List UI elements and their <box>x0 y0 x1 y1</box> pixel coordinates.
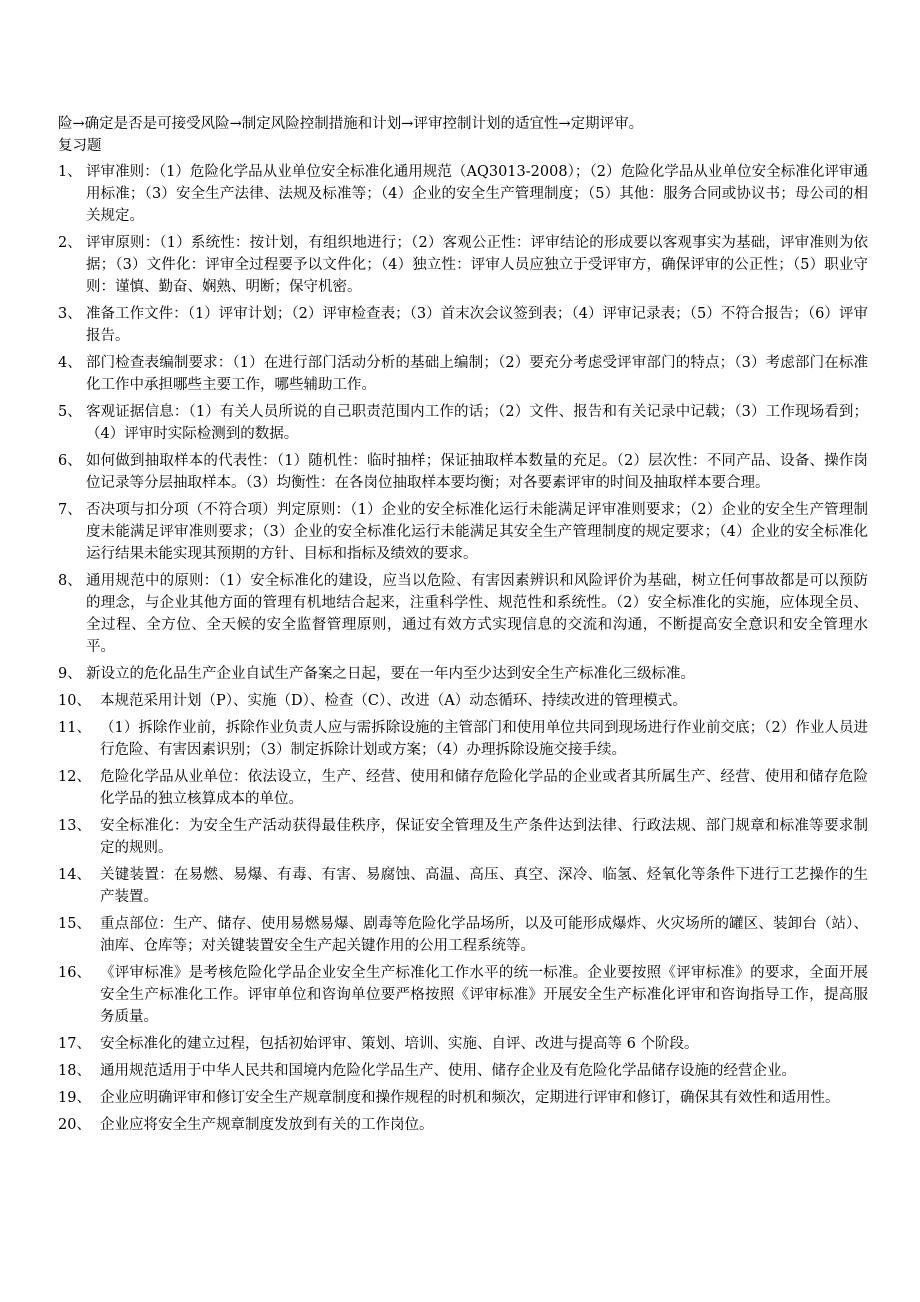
item-text: 企业应将安全生产规章制度发放到有关的工作岗位。 <box>100 1117 434 1133</box>
item-text: 客观证据信息：（1）有关人员所说的自己职责范围内工作的话；（2）文件、报告和有关记录中记载；（3）工作现场看到；（4）评审时实际检测到的数据。 <box>86 404 868 442</box>
item-number: 1、 <box>58 164 82 180</box>
item-text: 准备工作文件：（1）评审计划；（2）评审检查表；（3）首末次会议签到表；（4）评审记录表；（5）不符合报告；（6）评审报告。 <box>86 306 868 344</box>
item-text: 企业应明确评审和修订安全生产规章制度和操作规程的时机和频次，定期进行评审和修订，确保其有效性和适用性。 <box>100 1090 840 1106</box>
list-item <box>58 161 868 227</box>
item-text: 如何做到抽取样本的代表性：（1）随机性：临时抽样；保证抽取样本数量的充足。（2）层次性：不同产品、设备、操作岗位记录等分层抽取样本。（3）均衡性：在各岗位抽取样本要均衡；对各要素评审的时间及抽取样本要合理。 <box>86 453 868 491</box>
item-number: 11、 <box>58 720 91 736</box>
item-text: 重点部位：生产、储存、使用易燃易爆、剧毒等危险化学品场所，以及可能形成爆炸、火灾场所的罐区、装卸台（站）、油库、仓库等；对关键装置安全生产起关键作用的公用工程系统等。 <box>100 916 868 954</box>
item-text: 危险化学品从业单位：依法设立，生产、经营、使用和储存危险化学品的企业或者其所属生产、经营、使用和储存危险化学品的独立核算成本的单位。 <box>100 769 868 807</box>
item-text: 《评审标准》是考核危险化学品企业安全生产标准化工作水平的统一标准。企业要按照《评审标准》的要求，全面开展安全生产标准化工作。评审单位和咨询单位要严格按照《评审标准》开展安全生产标准化评审和咨询指导工作，提高服务质量。 <box>100 965 868 1025</box>
item-number: 14、 <box>58 867 91 883</box>
list-item <box>58 766 868 810</box>
item-number: 18、 <box>58 1063 91 1079</box>
item-text: 评审原则：（1）系统性：按计划，有组织地进行；（2）客观公正性：评审结论的形成要以客观事实为基础，评审准则为依据；（3）文件化：评审全过程要予以文件化；（4）独立性：评审人员应独立于受评审方，确保评审的公正性；（5）职业守则：谨慎、勤奋、娴熟、明断；保守机密。 <box>86 235 868 295</box>
list-item <box>58 1114 868 1136</box>
list-item <box>58 450 868 494</box>
item-text: （1）拆除作业前，拆除作业负责人应与需拆除设施的主管部门和使用单位共同到现场进行作业前交底；（2）作业人员进行危险、有害因素识别；（3）制定拆除计划或方案；（4）办理拆除设施交接手续。 <box>100 720 868 758</box>
item-number: 3、 <box>58 306 82 322</box>
item-text: 安全标准化：为安全生产活动获得最佳秩序，保证安全管理及生产条件达到法律、行政法规、部门规章和标准等要求制定的规则。 <box>100 818 868 856</box>
list-item <box>58 401 868 445</box>
section-heading: 复习题 <box>58 138 102 154</box>
item-number: 4、 <box>58 355 82 371</box>
item-number: 2、 <box>58 235 82 251</box>
intro-paragraph: 险→确定是否是可接受风险→制定风险控制措施和计划→评审控制计划的适宜性→定期评审。 <box>58 116 644 132</box>
item-number: 8、 <box>58 573 82 589</box>
item-text: 新设立的危化品生产企业自试生产备案之日起，要在一年内至少达到安全生产标准化三级标准。 <box>86 666 695 682</box>
item-text: 本规范采用计划（P）、实施（D）、检查（C）、改进（A）动态循环、持续改进的管理模式。 <box>100 693 687 709</box>
list-item <box>58 864 868 908</box>
item-number: 17、 <box>58 1036 91 1052</box>
list-item <box>58 913 868 957</box>
item-number: 13、 <box>58 818 91 834</box>
list-item <box>58 570 868 658</box>
item-number: 15、 <box>58 916 91 932</box>
item-number: 6、 <box>58 453 82 469</box>
item-text: 评审准则：（1）危险化学品从业单位安全标准化通用规范（AQ3013-2008）；（2）危险化学品从业单位安全标准化评审通用标准；（3）安全生产法律、法规及标准等；（4）企业的安全生产管理制度；（5）其他：服务合同或协议书；母公司的相关规定。 <box>86 164 868 224</box>
list-item <box>58 690 868 712</box>
list-item <box>58 303 868 347</box>
item-number: 10、 <box>58 693 91 709</box>
item-text: 安全标准化的建立过程，包括初始评审、策划、培训、实施、自评、改进与提高等 6 个阶段。 <box>100 1036 699 1052</box>
item-text: 通用规范中的原则：（1）安全标准化的建设，应当以危险、有害因素辨识和风险评价为基础，树立任何事故都是可以预防的理念，与企业其他方面的管理有机地结合起来，注重科学性、规范性和系统性。（2）安全标准化的实施，应体现全员、全过程、全方位、全天候的安全监督管理原则，通过有效方式实现信息的交流和沟通，不断提高安全意识和安全管理水平。 <box>86 573 868 655</box>
item-text: 通用规范适用于中华人民共和国境内危险化学品生产、使用、储存企业及有危险化学品储存设施的经营企业。 <box>100 1063 796 1079</box>
item-number: 16、 <box>58 965 91 981</box>
item-text: 否决项与扣分项（不符合项）判定原则：（1）企业的安全标准化运行未能满足评审准则要求；（2）企业的安全生产管理制度未能满足评审准则要求；（3）企业的安全标准化运行未能满足其安全生产管理制度的规定要求；（4）企业的安全标准化运行结果未能实现其预期的方针、目标和指标及绩效的要求。 <box>86 502 868 562</box>
list-item <box>58 499 868 565</box>
item-number: 20、 <box>58 1117 91 1133</box>
item-number: 7、 <box>58 502 82 518</box>
list-item <box>58 1033 868 1055</box>
list-item <box>58 815 868 859</box>
list-item <box>58 352 868 396</box>
item-text: 关键装置：在易燃、易爆、有毒、有害、易腐蚀、高温、高压、真空、深冷、临氢、烃氧化等条件下进行工艺操作的生产装置。 <box>100 867 868 905</box>
item-number: 5、 <box>58 404 82 420</box>
item-text: 部门检查表编制要求：（1）在进行部门活动分析的基础上编制；（2）要充分考虑受评审部门的特点；（3）考虑部门在标准化工作中承担哪些主要工作，哪些辅助工作。 <box>86 355 868 393</box>
list-item <box>58 663 868 685</box>
list-item <box>58 1087 868 1109</box>
list-item <box>58 1060 868 1082</box>
list-item <box>58 232 868 298</box>
item-number: 19、 <box>58 1090 91 1106</box>
question-list <box>58 161 868 1141</box>
item-number: 9、 <box>58 666 82 682</box>
item-number: 12、 <box>58 769 91 785</box>
list-item <box>58 717 868 761</box>
list-item <box>58 962 868 1028</box>
